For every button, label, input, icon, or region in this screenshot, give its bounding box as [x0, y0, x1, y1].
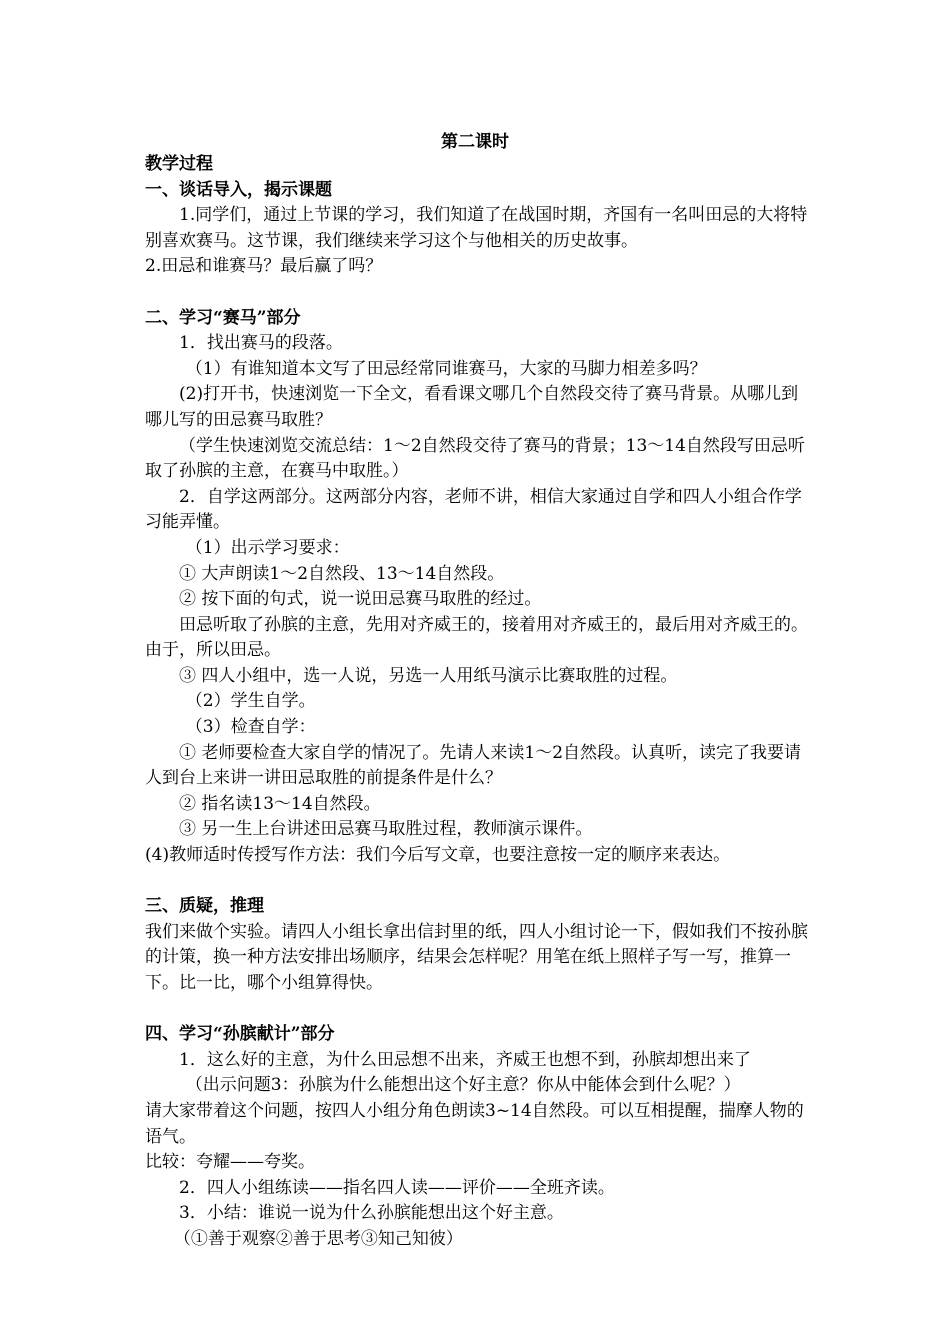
paragraph: （学生快速浏览交流总结：1～2自然段交待了赛马的背景；13～14自然段写田忌听取了孙膑的主意，在赛马中取胜。）: [145, 435, 805, 482]
blank-line: [145, 997, 815, 1023]
section-heading: 一、谈话导入，揭示课题: [145, 179, 332, 200]
paragraph: （1）有谁知道本文写了田忌经常同谁赛马，大家的马脚力相差多吗？: [185, 358, 707, 379]
paragraph: 比较：夸耀——夸奖。: [145, 1152, 315, 1173]
paragraph: 3．小结：谁说一说为什么孙膑能想出这个好主意。: [179, 1203, 564, 1224]
paragraph: 2.田忌和谁赛马？最后赢了吗？: [145, 256, 383, 277]
blank-line: [145, 869, 815, 895]
paragraph: 2．自学这两部分。这两部分内容，老师不讲，相信大家通过自学和四人小组合作学习能弄懂。: [145, 486, 802, 533]
paragraph: 2．四人小组练读——指名四人读——评价——全班齐读。: [179, 1177, 615, 1198]
paragraph: 请大家带着这个问题，按四人小组分角色朗读3~14自然段。可以互相提醒，揣摩人物的语气。: [145, 1100, 804, 1147]
paragraph: 我们来做个实验。请四人小组长拿出信封里的纸，四人小组讨论一下，假如我们不按孙膑的计策，换一种方法安排出场顺序，结果会怎样呢？用笔在纸上照样子写一写，推算一下。比一比，哪个小组算得快。: [145, 921, 808, 993]
paragraph: ② 指名读13～14自然段。: [179, 793, 381, 814]
paragraph: 田忌听取了孙膑的主意，先用对齐威王的，接着用对齐威王的，最后用对齐威王的。由于，所以田忌。: [145, 614, 808, 661]
paragraph: ③ 四人小组中，选一人说，另选一人用纸马演示比赛取胜的过程。: [179, 665, 678, 686]
paragraph: 1.同学们，通过上节课的学习，我们知道了在战国时期，齐国有一名叫田忌的大将特别喜欢赛马。这节课，我们继续来学习这个与他相关的历史故事。: [145, 205, 808, 251]
blank-line: [145, 280, 815, 306]
paragraph: （2）学生自学。: [185, 691, 316, 712]
section-heading: 教学过程: [145, 154, 213, 174]
page-title: 第二课时: [441, 132, 509, 152]
paragraph: ① 大声朗读1～2自然段、13～14自然段。: [179, 563, 505, 584]
paragraph: (4)教师适时传授写作方法：我们今后写文章，也要注意按一定的顺序来表达。: [145, 845, 731, 866]
paragraph: ③ 另一生上台讲述田忌赛马取胜过程，教师演示课件。: [179, 819, 593, 840]
document-body: [145, 152, 815, 1253]
section-heading: 二、学习“赛马”部分: [145, 307, 301, 328]
paragraph: (2)打开书，快速浏览一下全文，看看课文哪几个自然段交待了赛马背景。从哪儿到哪儿写的田忌赛马取胜？: [145, 384, 799, 430]
paragraph: （①善于观察②善于思考③知己知彼）: [173, 1228, 463, 1249]
section-heading: 三、质疑，推理: [145, 896, 264, 917]
paragraph: 1．这么好的主意，为什么田忌想不出来，齐威王也想不到，孙膑却想出来了: [179, 1049, 751, 1070]
paragraph: （出示问题3：孙膑为什么能想出这个好主意？你从中能体会到什么呢？）: [185, 1075, 741, 1096]
paragraph: ① 老师要检查大家自学的情况了。先请人来读1～2自然段。认真听，读完了我要请人到台上来讲一讲田忌取胜的前提条件是什么？: [145, 742, 802, 789]
paragraph: （3）检查自学：: [185, 717, 316, 738]
section-heading: 四、学习“孙膑献计”部分: [145, 1024, 335, 1045]
paragraph: ② 按下面的句式，说一说田忌赛马取胜的经过。: [179, 589, 542, 610]
paragraph: 1．找出赛马的段落。: [179, 333, 343, 354]
paragraph: （1）出示学习要求：: [185, 537, 350, 558]
